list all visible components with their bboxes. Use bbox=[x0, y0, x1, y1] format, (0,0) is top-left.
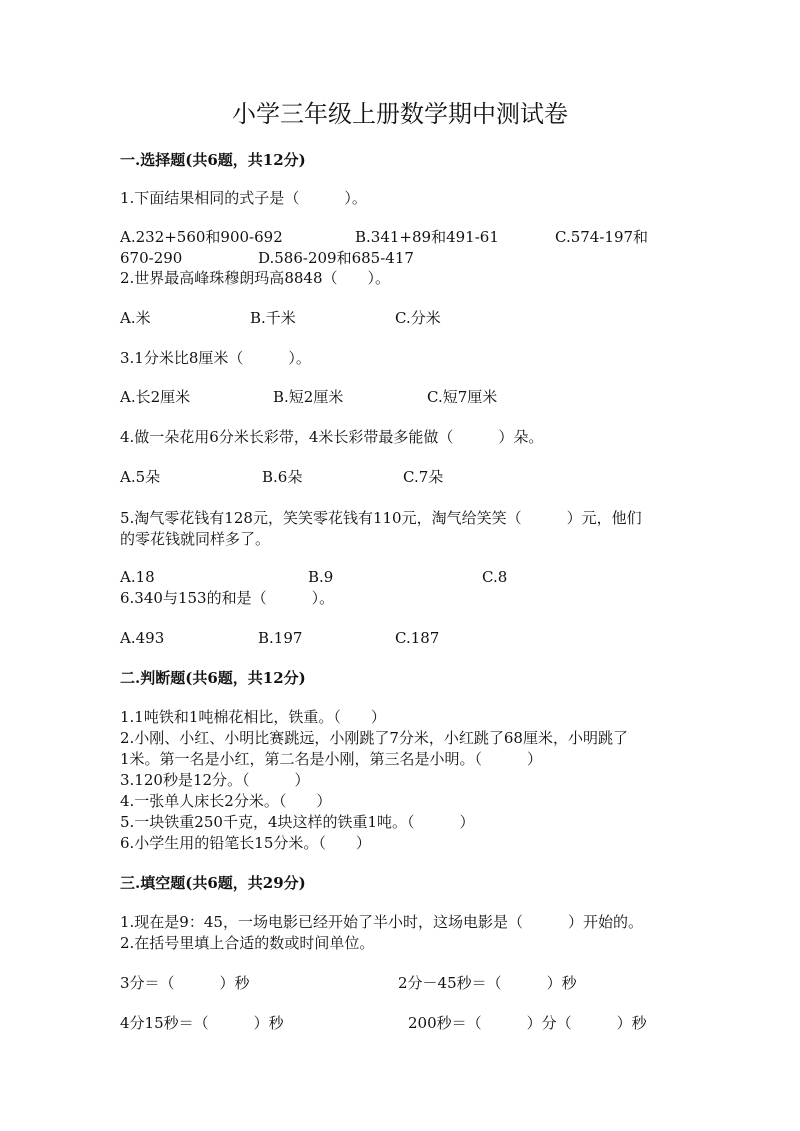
fill-in-blank: 200秒＝（ ）分（ ）秒 bbox=[408, 1014, 647, 1032]
option-b: B.6朵 bbox=[262, 468, 303, 486]
page-title: 小学三年级上册数学期中测试卷 bbox=[232, 100, 568, 128]
judgement-item: 3.120秒是12分。（ ） bbox=[120, 771, 310, 789]
question-stem-continued: 的零花钱就同样多了。 bbox=[120, 530, 271, 548]
judgement-item: 6.小学生用的铅笔长15分米。（ ） bbox=[120, 834, 371, 852]
option-b: B.短2厘米 bbox=[273, 388, 344, 406]
option-c: C.574-197和 bbox=[555, 228, 649, 246]
section-heading-choice: 一.选择题(共6题，共12分) bbox=[120, 151, 306, 169]
fill-in-item: 1.现在是9：45，一场电影已经开始了半小时，这场电影是（ ）开始的。 bbox=[120, 913, 643, 931]
question-stem: 2.世界最高峰珠穆朗玛高8848（ ）。 bbox=[120, 269, 390, 287]
question-stem: 4.做一朵花用6分米长彩带，4米长彩带最多能做（ ）朵。 bbox=[120, 428, 544, 446]
option-b: B.千米 bbox=[250, 309, 296, 327]
section-heading-fill-in: 三.填空题(共6题，共29分) bbox=[120, 874, 306, 892]
section-heading-judgement: 二.判断题(共6题，共12分) bbox=[120, 669, 306, 687]
option-c: C.短7厘米 bbox=[427, 388, 498, 406]
question-stem: 3.1分米比8厘米（ ）。 bbox=[120, 349, 311, 367]
fill-in-blank: 3分＝（ ）秒 bbox=[120, 974, 250, 992]
option-a: A.米 bbox=[120, 309, 151, 327]
option-d: D.586-209和685-417 bbox=[258, 249, 414, 267]
question-stem: 1.下面结果相同的式子是（ ）。 bbox=[120, 189, 367, 207]
option-a: A.232+560和900-692 bbox=[120, 228, 283, 246]
option-a: A.18 bbox=[120, 568, 155, 586]
option-b: B.9 bbox=[308, 568, 334, 586]
question-stem: 6.340与153的和是（ ）。 bbox=[120, 589, 335, 607]
question-stem: 5.淘气零花钱有128元，笑笑零花钱有110元，淘气给笑笑（ ）元，他们 bbox=[120, 509, 642, 527]
option-b: B.341+89和491-61 bbox=[355, 228, 499, 246]
fill-in-blank: 4分15秒＝（ ）秒 bbox=[120, 1014, 284, 1032]
judgement-item: 2.小刚、小红、小明比赛跳远，小刚跳了7分米，小红跳了68厘米，小明跳了 bbox=[120, 729, 628, 747]
fill-in-item: 2.在括号里填上合适的数或时间单位。 bbox=[120, 934, 375, 952]
option-c: C.187 bbox=[395, 629, 440, 647]
option-a: A.493 bbox=[120, 629, 165, 647]
option-c: C.8 bbox=[482, 568, 508, 586]
option-a: A.长2厘米 bbox=[120, 388, 191, 406]
judgement-item: 4.一张单人床长2分米。（ ） bbox=[120, 792, 332, 810]
judgement-item-continued: 1米。第一名是小红，第二名是小刚，第三名是小明。（ ） bbox=[120, 750, 543, 768]
option-c: C.分米 bbox=[395, 309, 441, 327]
fill-in-blank: 2分－45秒＝（ ）秒 bbox=[398, 974, 577, 992]
option-c-continued: 670-290 bbox=[120, 249, 183, 267]
option-a: A.5朵 bbox=[120, 468, 161, 486]
judgement-item: 1.1吨铁和1吨棉花相比，铁重。（ ） bbox=[120, 708, 386, 726]
judgement-item: 5.一块铁重250千克，4块这样的铁重1吨。（ ） bbox=[120, 813, 475, 831]
option-b: B.197 bbox=[258, 629, 303, 647]
option-c: C.7朵 bbox=[403, 468, 444, 486]
